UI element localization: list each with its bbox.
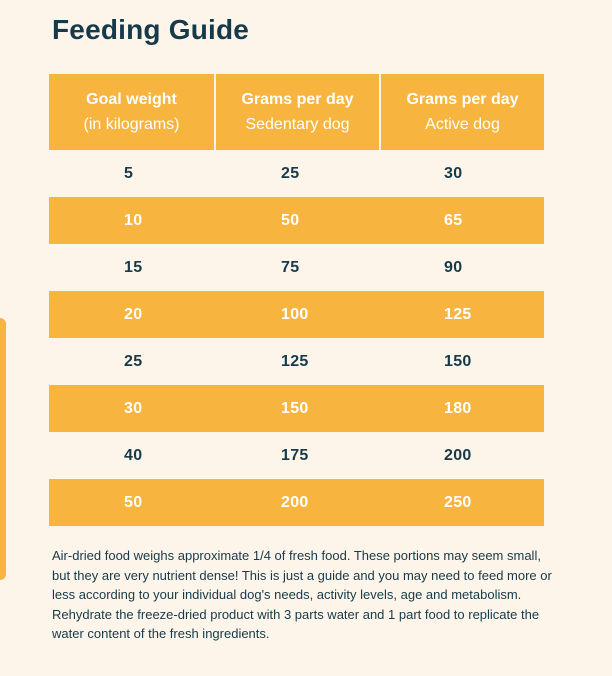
cell-sedentary: 175 (281, 446, 309, 464)
cell-active: 90 (444, 258, 463, 276)
cell-sedentary: 125 (281, 352, 309, 370)
cell-sedentary: 25 (281, 164, 300, 182)
cell-goal-weight: 30 (124, 399, 143, 417)
table-row (49, 479, 544, 526)
table-row (49, 150, 544, 197)
feeding-table (49, 74, 544, 526)
table-row (49, 385, 544, 432)
feeding-note: Air-dried food weighs approximate 1/4 of fresh food. These portions may seem small, but they are very nutrient dense! This is just a guide and you may need to feed more or less according to your individual dog's needs, activity levels, age and metabolism. Rehydrate the freeze-dried product with 3 parts water and 1 part food to replicate the water content of the fresh ingredients. (52, 548, 552, 641)
cell-sedentary: 50 (281, 211, 300, 229)
header-title: Grams per day (406, 91, 519, 108)
cell-goal-weight: 10 (124, 211, 143, 229)
table-row (49, 432, 544, 479)
cell-active: 200 (444, 446, 472, 464)
cell-goal-weight: 5 (124, 164, 134, 182)
header-title: Goal weight (86, 91, 177, 108)
cell-active: 150 (444, 352, 472, 370)
cell-goal-weight: 50 (124, 493, 143, 511)
table-header (49, 74, 544, 150)
cell-active: 250 (444, 493, 472, 511)
cell-active: 180 (444, 399, 472, 417)
header-subtitle: Active dog (425, 116, 500, 133)
table-row (49, 244, 544, 291)
header-sedentary (214, 74, 379, 150)
table-row (49, 197, 544, 244)
header-subtitle: (in kilograms) (83, 116, 180, 133)
cell-active: 30 (444, 164, 463, 182)
table-row (49, 291, 544, 338)
cell-sedentary: 75 (281, 258, 300, 276)
header-title: Grams per day (241, 91, 354, 108)
cell-sedentary: 150 (281, 399, 309, 417)
header-active (379, 74, 544, 150)
cell-goal-weight: 40 (124, 446, 143, 464)
cell-goal-weight: 15 (124, 258, 143, 276)
cell-active: 125 (444, 305, 472, 323)
cell-sedentary: 100 (281, 305, 309, 323)
header-subtitle: Sedentary dog (245, 116, 350, 133)
cell-goal-weight: 20 (124, 305, 143, 323)
page-title: Feeding Guide (52, 14, 250, 45)
cell-goal-weight: 25 (124, 352, 143, 370)
cell-sedentary: 200 (281, 493, 309, 511)
table-row (49, 338, 544, 385)
header-goal-weight (49, 74, 214, 150)
cell-active: 65 (444, 211, 463, 229)
decorative-edge-shape (0, 318, 6, 580)
